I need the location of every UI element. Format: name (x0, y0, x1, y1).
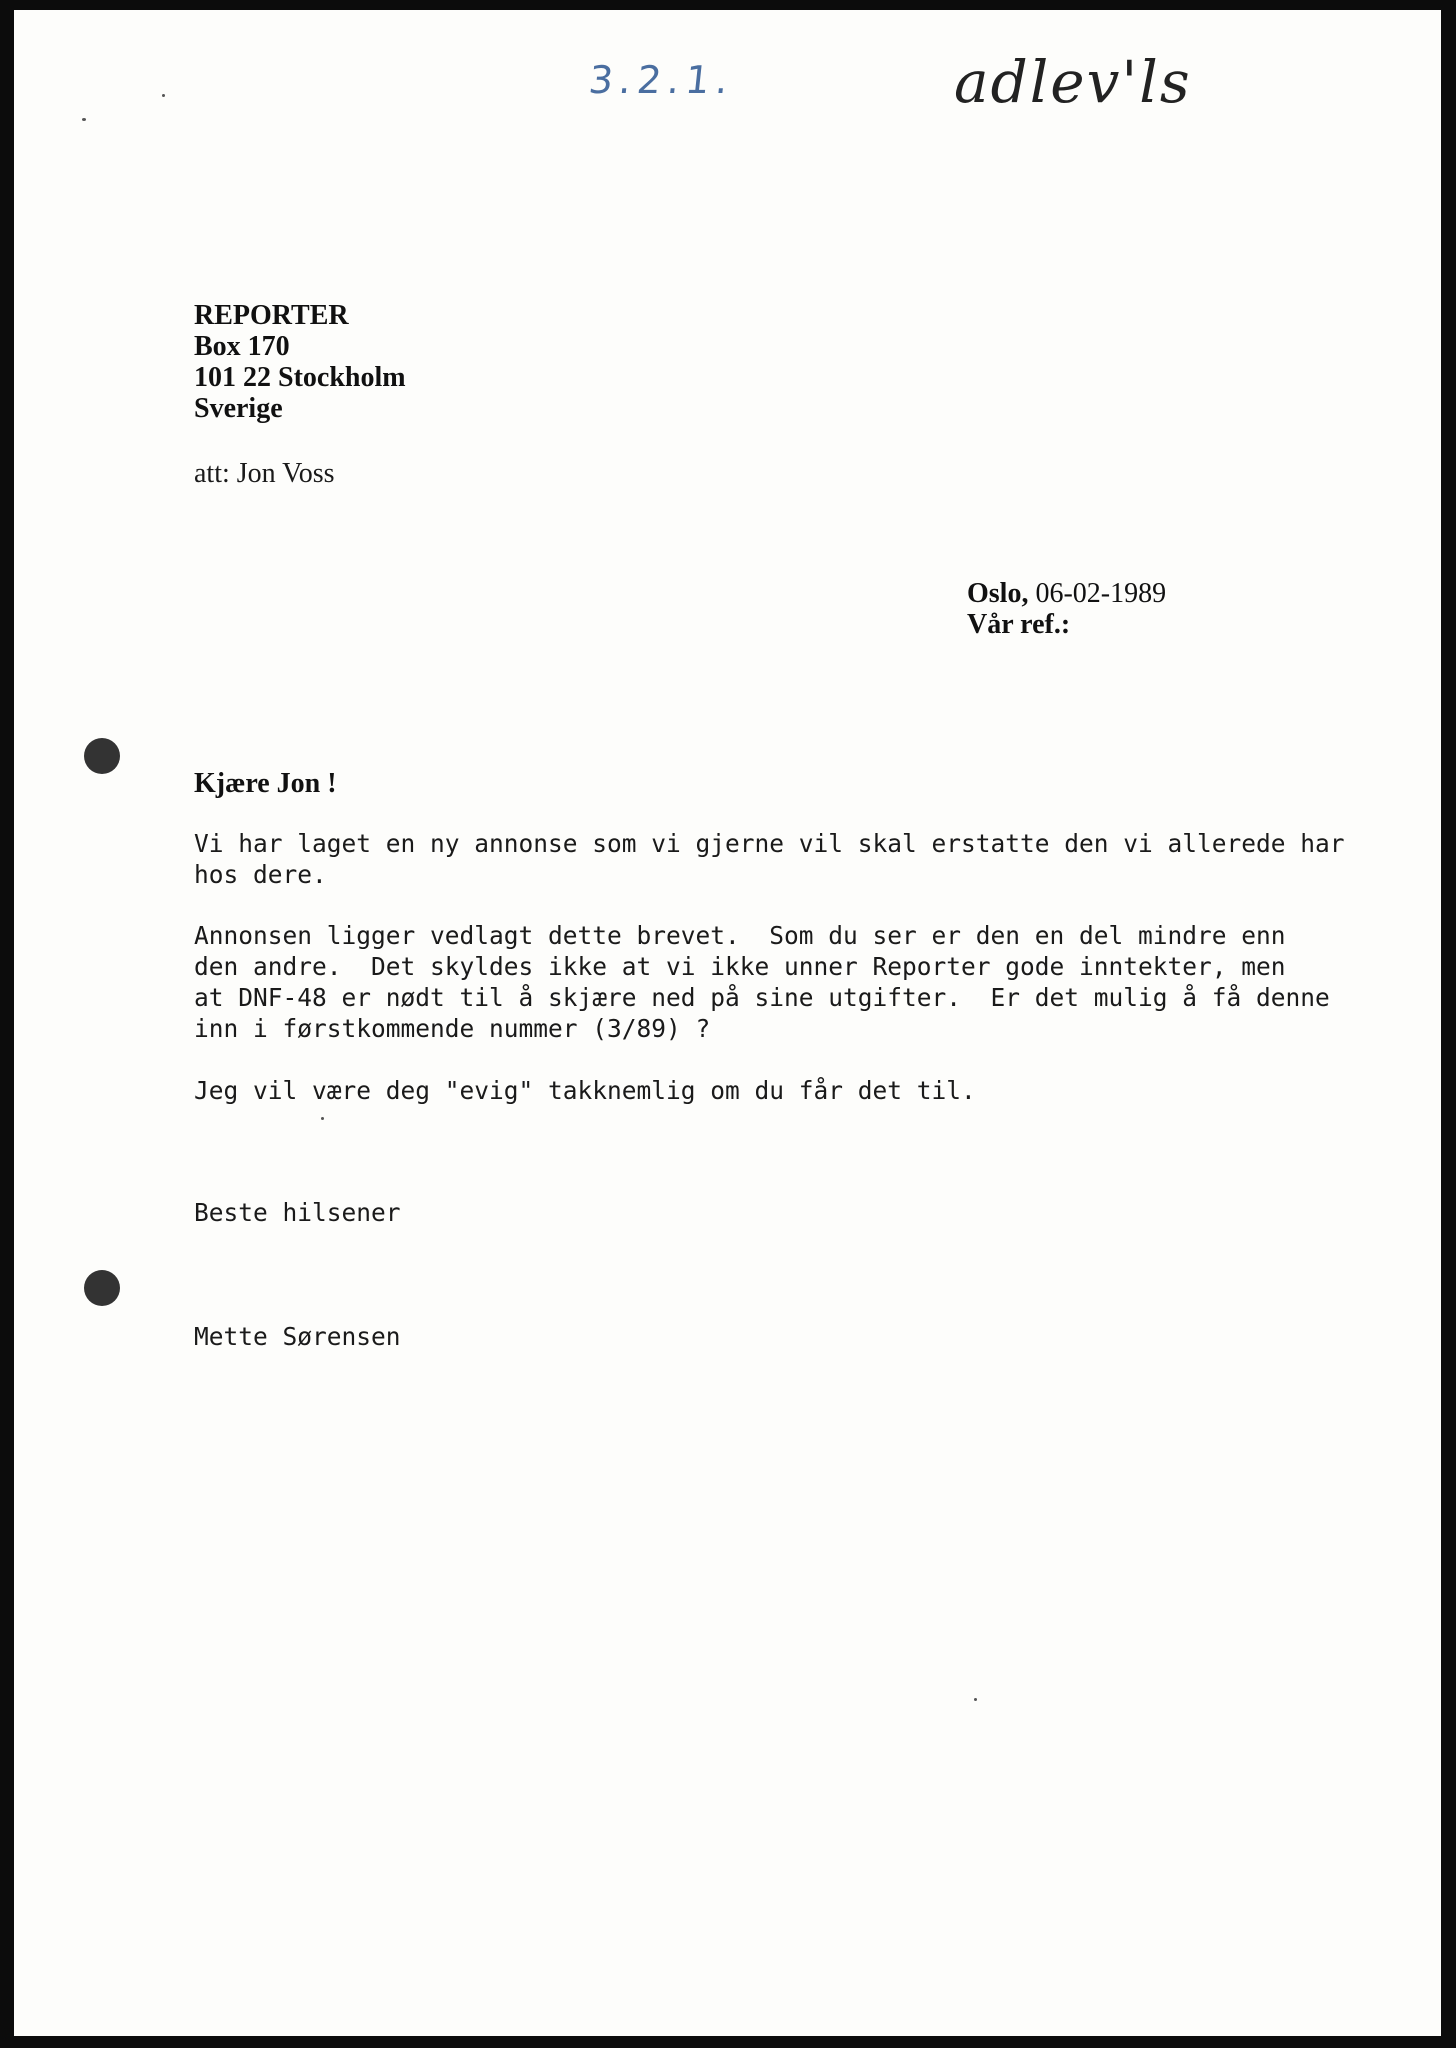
scan-speck (321, 1117, 324, 1120)
reference-label: Vår ref.: (967, 609, 1071, 640)
recipient-city: 101 22 Stockholm (194, 362, 406, 393)
body-paragraph: Jeg vil være deg "evig" takknemlig om du får det til. (194, 1076, 976, 1105)
date-place: Oslo, (967, 578, 1029, 609)
recipient-name: REPORTER (194, 300, 349, 331)
date-value: 06-02-1989 (1035, 578, 1167, 609)
letter-page (14, 10, 1441, 2036)
scan-speck (162, 94, 165, 97)
salutation: Kjære Jon ! (194, 768, 337, 799)
body-paragraph: Annonsen ligger vedlagt dette brevet. Som du ser er den en del mindre enn den andre. Det skyldes ikke at vi ikke unner Reporter gode inntekter, men at DNF-48 er nødt til å skjære ned på sine utgifter. Er det mulig å få denne inn i førstkommende nummer (3/89) ? (194, 921, 1330, 1043)
handwritten-initials: adlev'ls (954, 48, 1192, 116)
attention-line: att: Jon Voss (194, 458, 335, 489)
scan-speck (974, 1698, 977, 1701)
handwritten-archive-number: 3.2.1. (586, 58, 737, 102)
punch-hole-mark (84, 738, 120, 774)
body-paragraph: Vi har laget en ny annonse som vi gjerne vil skal erstatte den vi allerede har hos dere. (194, 829, 1345, 889)
scan-speck (82, 118, 86, 121)
punch-hole-mark (84, 1270, 120, 1306)
date-block (967, 578, 1166, 640)
recipient-country: Sverige (194, 393, 283, 424)
recipient-address (194, 300, 406, 424)
closing-line: Beste hilsener (194, 1198, 401, 1227)
signature-name: Mette Sørensen (194, 1322, 401, 1351)
recipient-box: Box 170 (194, 331, 290, 362)
